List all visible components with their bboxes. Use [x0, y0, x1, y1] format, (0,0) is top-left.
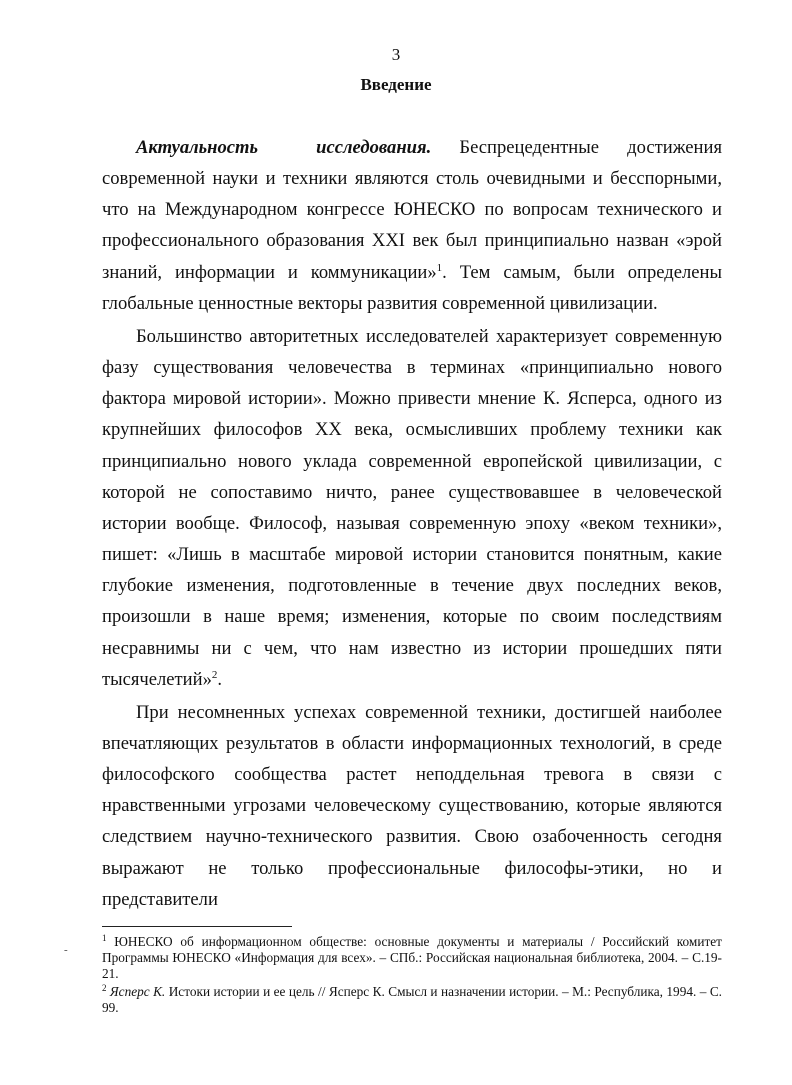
footnote-ref-2[interactable]: 2: [211, 668, 218, 681]
footnote-number: 2: [102, 983, 107, 993]
margin-mark: -: [64, 944, 68, 956]
footnote-1: [102, 934, 722, 982]
paragraph-relevance: [102, 132, 722, 319]
footnote-ref-1[interactable]: 1: [436, 261, 443, 274]
paragraph-jaspers: [102, 321, 722, 695]
paragraph-text: Большинство авторитетных исследователей характеризует современную фазу существования человечества в терминах «принципиально нового фактора мировой истории». Можно привести мнение К. Ясперса, одного из крупнейших философов XX века, осмысливших проблему техники как принципиально нового уклада современной европейской цивилизации, с которой не сопоставимо ничто, ранее существовавшее в человеческой истории вообще. Философ, называя современную эпоху «веком техники», пишет: «Лишь в масштабе мировой истории становится понятным, какие глубокие изменения, подготовленные в течение двух последних веков, произошли в наше время; изменения, которые по своим последствиям несравнимы ни с чем, что нам известно из истории прошедших пяти тысячелетий»: [102, 325, 722, 690]
footnote-author: Ясперс К.: [106, 984, 166, 999]
footnote-separator: [102, 926, 292, 927]
footnote-text: ЮНЕСКО об информационном обществе: основные документы и материалы / Российский комитет Программы ЮНЕСКО «Информация для всех». – СПб.: Российская национальная библиотека, 2004. – С.19-21.: [102, 934, 722, 981]
page-title: Введение: [360, 75, 432, 94]
footnote-text: Истоки истории и ее цель // Ясперс К. Смысл и назначении истории. – М.: Республика, 1994. – С. 99.: [102, 984, 723, 1015]
body-text: [102, 132, 722, 915]
relevance-heading: Актуальность исследования.: [136, 137, 432, 158]
footnotes: [102, 934, 722, 1018]
paragraph-tail: .: [217, 668, 223, 690]
paragraph-text: Беспрецедентные достижения современной науки и техники являются столь очевидными и бесспорными, что на Международном конгрессе ЮНЕСКО по вопросам технического и профессионального образования XXI век был принципиально назван «эрой знаний, информации и коммуникации»: [102, 137, 722, 283]
paragraph-ethics: [102, 697, 722, 915]
footnote-number: 1: [102, 933, 107, 943]
footnote-2: [102, 984, 722, 1016]
page-number: 3: [391, 45, 401, 64]
paragraph-tail: . Тем самым, были определены глобальные ценностные векторы развития современной цивилизации.: [102, 261, 722, 314]
paragraph-text: При несомненных успехах современной техники, достигшей наиболее впечатляющих результатов в области информационных технологий, в среде философского сообщества растет неподдельная тревога в связи с нравственными угрозами человеческому существованию, которые являются следствием научно-технического развития. Свою озабоченность сегодня выражают не только профессиональные философы-этики, но и представители: [102, 701, 722, 910]
